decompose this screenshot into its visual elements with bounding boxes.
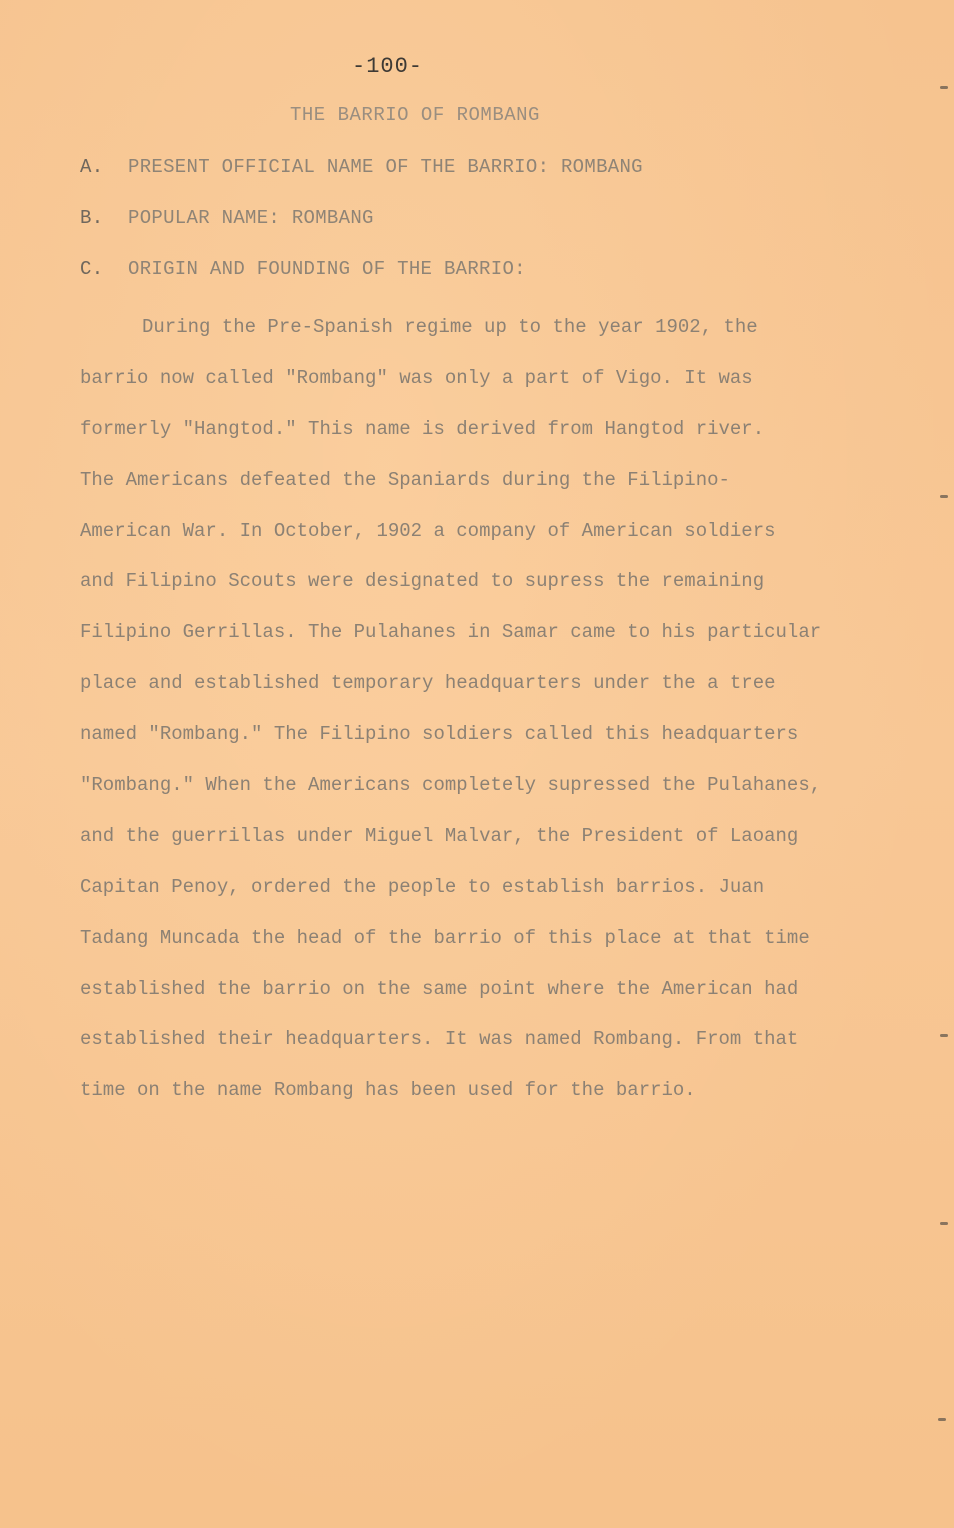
paper-speck bbox=[940, 1222, 948, 1225]
paragraph-line: American War. In October, 1902 a company of American soldiers bbox=[80, 519, 776, 542]
paragraph-line: and Filipino Scouts were designated to supress the remaining bbox=[80, 570, 765, 593]
section-a bbox=[80, 156, 643, 178]
paragraph-line: The Americans defeated the Spaniards during the Filipino- bbox=[80, 468, 730, 491]
section-c-text: ORIGIN AND FOUNDING OF THE BARRIO: bbox=[128, 258, 526, 280]
origin-paragraph bbox=[80, 302, 910, 1116]
section-a-text: PRESENT OFFICIAL NAME OF THE BARRIO: ROMBANG bbox=[128, 156, 643, 178]
document-title: THE BARRIO OF ROMBANG bbox=[290, 104, 540, 126]
paragraph-line: Filipino Gerrillas. The Pulahanes in Samar came to his particular bbox=[80, 621, 822, 644]
paragraph-line: established their headquarters. It was named Rombang. From that bbox=[80, 1028, 799, 1051]
paragraph-line: and the guerrillas under Miguel Malvar, the President of Laoang bbox=[80, 824, 799, 847]
paragraph-line: barrio now called "Rombang" was only a part of Vigo. It was bbox=[80, 366, 753, 389]
section-a-letter: A. bbox=[80, 156, 104, 178]
paragraph-line: Capitan Penoy, ordered the people to establish barrios. Juan bbox=[80, 875, 765, 898]
paper-speck bbox=[940, 1034, 948, 1037]
paragraph-line: "Rombang." When the Americans completely supressed the Pulahanes, bbox=[80, 774, 822, 797]
paragraph-line: place and established temporary headquarters under the a tree bbox=[80, 672, 776, 695]
paragraph-line: formerly "Hangtod." This name is derived from Hangtod river. bbox=[80, 417, 765, 440]
paragraph-line: time on the name Rombang has been used for the barrio. bbox=[80, 1079, 696, 1102]
paragraph-line: established the barrio on the same point where the American had bbox=[80, 977, 799, 1000]
paragraph-line: During the Pre-Spanish regime up to the year 1902, the bbox=[142, 316, 758, 338]
section-b bbox=[80, 207, 374, 229]
paper-speck bbox=[940, 86, 948, 89]
paragraph-line: Tadang Muncada the head of the barrio of this place at that time bbox=[80, 926, 810, 949]
paragraph-line: named "Rombang." The Filipino soldiers called this headquarters bbox=[80, 723, 799, 746]
section-b-text: POPULAR NAME: ROMBANG bbox=[128, 207, 374, 229]
paper-speck bbox=[938, 1418, 946, 1421]
paper-speck bbox=[940, 495, 948, 498]
page-number: -100- bbox=[352, 54, 424, 79]
section-c bbox=[80, 258, 526, 280]
section-c-letter: C. bbox=[80, 258, 104, 280]
section-b-letter: B. bbox=[80, 207, 104, 229]
